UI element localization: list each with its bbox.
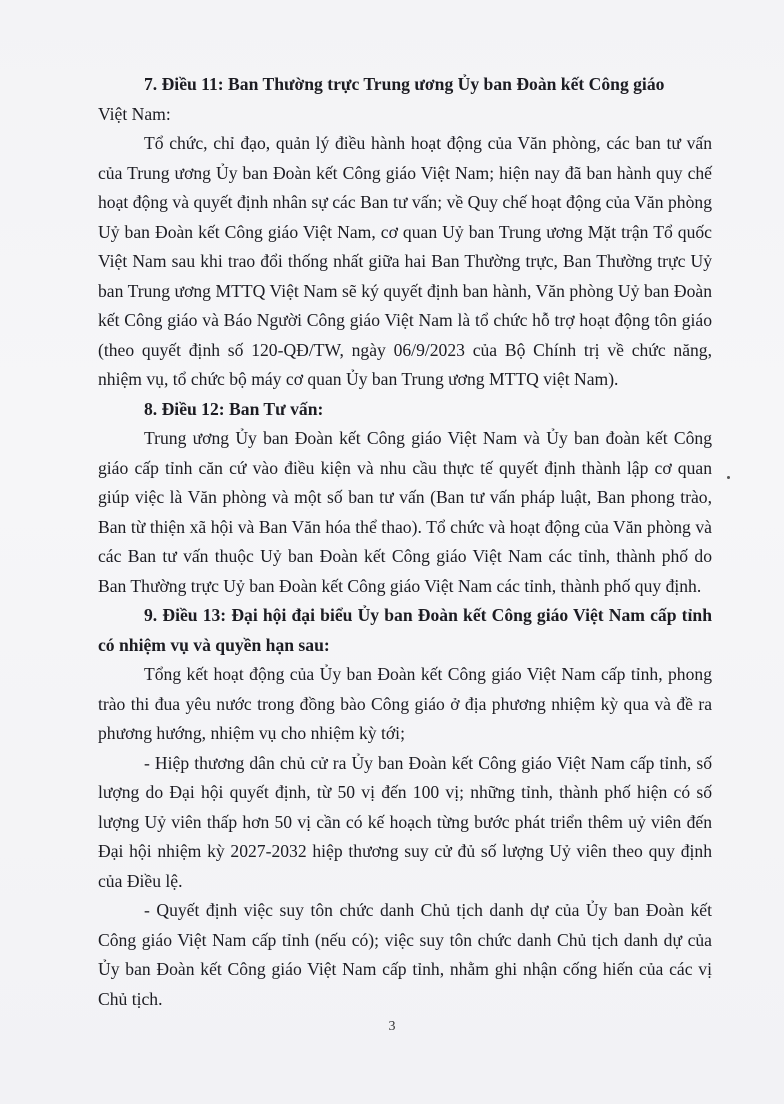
section-7-heading-rest: Việt Nam:: [98, 103, 171, 124]
section-9-paragraph-2: - Hiệp thương dân chủ cử ra Ủy ban Đoàn kết Công giáo Việt Nam cấp tỉnh, số lượng do Đại hội quyết định, từ 50 vị đến 100 vị; những tỉnh, thành phố hiện có số lượng Uỷ viên thấp hơn 50 vị cần có kế hoạch từng bước phát triển thêm uỷ viên đến Đại hội nhiệm kỳ 2027-2032 hiệp thương suy cử đủ số lượng Uỷ viên theo quy định của Điều lệ.: [98, 752, 712, 891]
section-7-heading: [98, 70, 712, 100]
section-7-heading-bold: 7. Điều 11: Ban Thường trực Trung ương Ủy ban Đoàn kết Công giáo: [144, 74, 665, 94]
document-body: [98, 70, 712, 1014]
section-9-paragraph-1: Tổng kết hoạt động của Ủy ban Đoàn kết Công giáo Việt Nam cấp tỉnh, phong trào thi đua yêu nước trong đồng bào Công giáo ở địa phương nhiệm kỳ qua và đề ra phương hướng, nhiệm vụ cho nhiệm kỳ tới;: [98, 664, 712, 743]
section-8-paragraph-1: Trung ương Ủy ban Đoàn kết Công giáo Việt Nam và Ủy ban đoàn kết Công giáo cấp tỉnh căn cứ vào điều kiện và nhu cầu thực tế quyết định thành lập cơ quan giúp việc là Văn phòng và một số ban tư vấn (Ban tư vấn pháp luật, Ban phong trào, Ban từ thiện xã hội và Ban Văn hóa thể thao). Tổ chức và hoạt động của Văn phòng và các Ban tư vấn thuộc Uỷ ban Đoàn kết Công giáo Việt Nam các tỉnh, thành phố do Ban Thường trực Uỷ ban Đoàn kết Công giáo Việt Nam các tỉnh, thành phố quy định.: [98, 428, 712, 596]
section-7-paragraph-1: Tổ chức, chỉ đạo, quản lý điều hành hoạt động của Văn phòng, các ban tư vấn của Trung ương Ủy ban Đoàn kết Công giáo Việt Nam; hiện nay đã ban hành quy chế hoạt động và quyết định nhân sự các Ban tư vấn; về Quy chế hoạt động của Văn phòng Uỷ ban Đoàn kết Công giáo Việt Nam, cơ quan Uỷ ban Trung ương Mặt trận Tổ quốc Việt Nam sau khi trao đổi thống nhất giữa hai Ban Thường trực, Ban Thường trực Uỷ ban Trung ương MTTQ Việt Nam sẽ ký quyết định ban hành, Văn phòng Uỷ ban Đoàn kết Công giáo và Báo Người Công giáo Việt Nam là tổ chức hỗ trợ hoạt động tôn giáo (theo quyết định số 120-QĐ/TW, ngày 06/9/2023 của Bộ Chính trị về chức năng, nhiệm vụ, tổ chức bộ máy cơ quan Ủy ban Trung ương MTTQ việt Nam).: [98, 133, 712, 389]
section-9-heading: 9. Điều 13: Đại hội đại biểu Ủy ban Đoàn kết Công giáo Việt Nam cấp tỉnh có nhiệm vụ và quyền hạn sau:: [98, 605, 712, 655]
page-number: 3: [388, 1019, 396, 1034]
margin-mark: [727, 476, 730, 479]
section-8-heading: 8. Điều 12: Ban Tư vấn:: [144, 398, 324, 419]
section-9-paragraph-3: - Quyết định việc suy tôn chức danh Chủ tịch danh dự của Ủy ban Đoàn kết Công giáo Việt Nam cấp tỉnh (nếu có); việc suy tôn chức danh Chủ tịch danh dự của Ủy ban Đoàn kết Công giáo Việt Nam cấp tỉnh, nhằm ghi nhận cống hiến của các vị Chủ tịch.: [98, 900, 712, 1009]
